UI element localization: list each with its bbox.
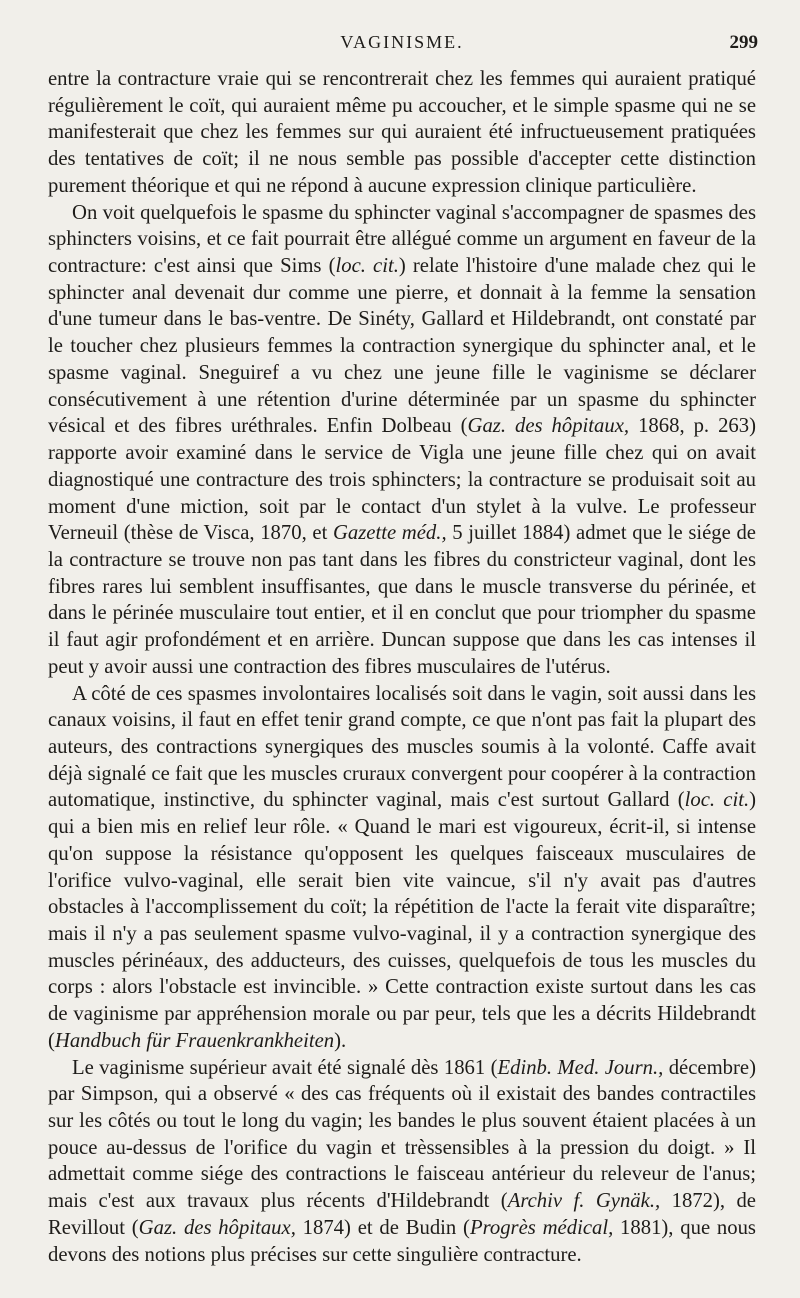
running-header (46, 32, 758, 62)
paragraph: A côté de ces spasmes involontaires localisés soit dans le vagin, soit aussi dans les canaux voisins, il faut en effet tenir grand compte, ce que n'ont pas fait la plupart des auteurs, des contractions synergiques des muscles soumis à la volonté. Caffe avait déjà signalé ce fait que les muscles cruraux convergent pour coopérer à la contraction automatique, instinctive, du sphincter vaginal, mais c'est surtout Gallard (loc. cit.) qui a bien mis en relief leur rôle. « Quand le mari est vigoureux, écrit-il, si intense qu'on suppose la résistance qu'opposent les quelques faisceaux musculaires de l'orifice vulvo-vaginal, elle serait bien vite vaincue, s'il n'y avait pas d'autres obstacles à l'accomplissement du coït; la répétition de l'acte la ferait vite disparaître; mais il n'y a pas seulement spasme vulvo-vaginal, il y a contraction synergique des muscles périnéaux, des adducteurs, des cuisses, quelquefois de tous les muscles du corps : alors l'obstacle est invincible. » Cette contraction existe surtout dans les cas de vaginisme par appréhension morale ou par peur, tels que les a décrits Hildebrandt (Handbuch für Frauenkrankheiten). (48, 682, 757, 1052)
page-number: 299 (729, 32, 758, 53)
italic-citation: loc. cit. (684, 789, 750, 812)
italic-citation: Gaz. des hôpitaux, (138, 1216, 296, 1239)
italic-citation: loc. cit. (335, 255, 399, 278)
paragraph: On voit quelquefois le spasme du sphincter vaginal s'accompagner de spasmes des sphincters voisins, et ce fait pourrait être allégué comme un argument en faveur de la contracture: c'est ainsi que Sims (loc. cit.) relate l'histoire d'une malade chez qui le sphincter anal devenait dur comme une pierre, et donnait à la femme la sensation d'une tumeur dans le bas-ventre. De Sinéty, Gallard et Hildebrandt, ont constaté par le toucher chez plusieurs femmes la contraction synergique du sphincter anal, et le spasme vaginal. Sneguiref a vu chez une jeune fille le vaginisme se déclarer consécutivement à une rétention d'urine déterminée par un spasme du sphincter vésical et des fibres uréthrales. Enfin Dolbeau (Gaz. des hôpitaux, 1868, p. 263) rapporte avoir examiné dans le service de Vigla une jeune fille chez qui on avait diagnostiqué une contracture des trois sphincters; la contracture se produisait soit au moment d'une miction, soit par le contact d'un stylet à la vulve. Le professeur Verneuil (thèse de Visca, 1870, et Gazette méd., 5 juillet 1884) admet que le siége de la contracture se trouve non pas tant dans les fibres du constricteur vaginal, dont les fibres rares lui semblent insuffisantes, que dans le muscle transverse du périnée, et dans le périnée musculaire tout entier, et il en conclut que pour triompher du spasme il faut agir profondément et en arrière. Duncan suppose que dans les cas intenses il peut y avoir aussi une contraction des fibres musculaires de l'utérus. (48, 201, 756, 678)
italic-citation: Archiv f. Gynäk., (507, 1190, 661, 1213)
italic-citation: Edinb. Med. Journ., (497, 1056, 664, 1079)
italic-citation: Handbuch für Frauenkrankheiten (54, 1029, 335, 1052)
body-text (48, 66, 756, 1268)
running-title: VAGINISME. (340, 32, 464, 52)
paragraph: Le vaginisme supérieur avait été signalé dès 1861 (Edinb. Med. Journ., décembre) par Simpson, qui a observé « des cas fréquents où il existait des bandes contractiles sur les côtés ou tout le long du vagin; les bandes le plus souvent étaient placées à un pouce au-dessus de l'orifice du vagin et trèssensibles à la pression du doigt. » Il admettait comme siége des contractions le faisceau antérieur du releveur de l'anus; mais c'est aux travaux plus récents d'Hildebrandt (Archiv f. Gynäk., 1872), de Revillout (Gaz. des hôpitaux, 1874) et de Budin (Progrès médical, 1881), que nous devons des notions plus précises sur cette singulière contracture. (48, 1056, 756, 1266)
paragraph: entre la contracture vraie qui se rencontrerait chez les femmes qui auraient pratiqué régulièrement le coït, qui auraient même pu accoucher, et le simple spasme qui ne se manifesterait que chez les femmes sur qui auraient été infructueusement pratiquées des tentatives de coït; il ne nous semble pas possible d'accepter cette distinction purement théorique et qui ne répond à aucune expression clinique particulière. (48, 68, 756, 197)
italic-citation: Gaz. des hôpitaux, (467, 415, 630, 438)
italic-citation: Progrès médical, (469, 1216, 614, 1239)
italic-citation: Gazette méd., (332, 522, 447, 545)
